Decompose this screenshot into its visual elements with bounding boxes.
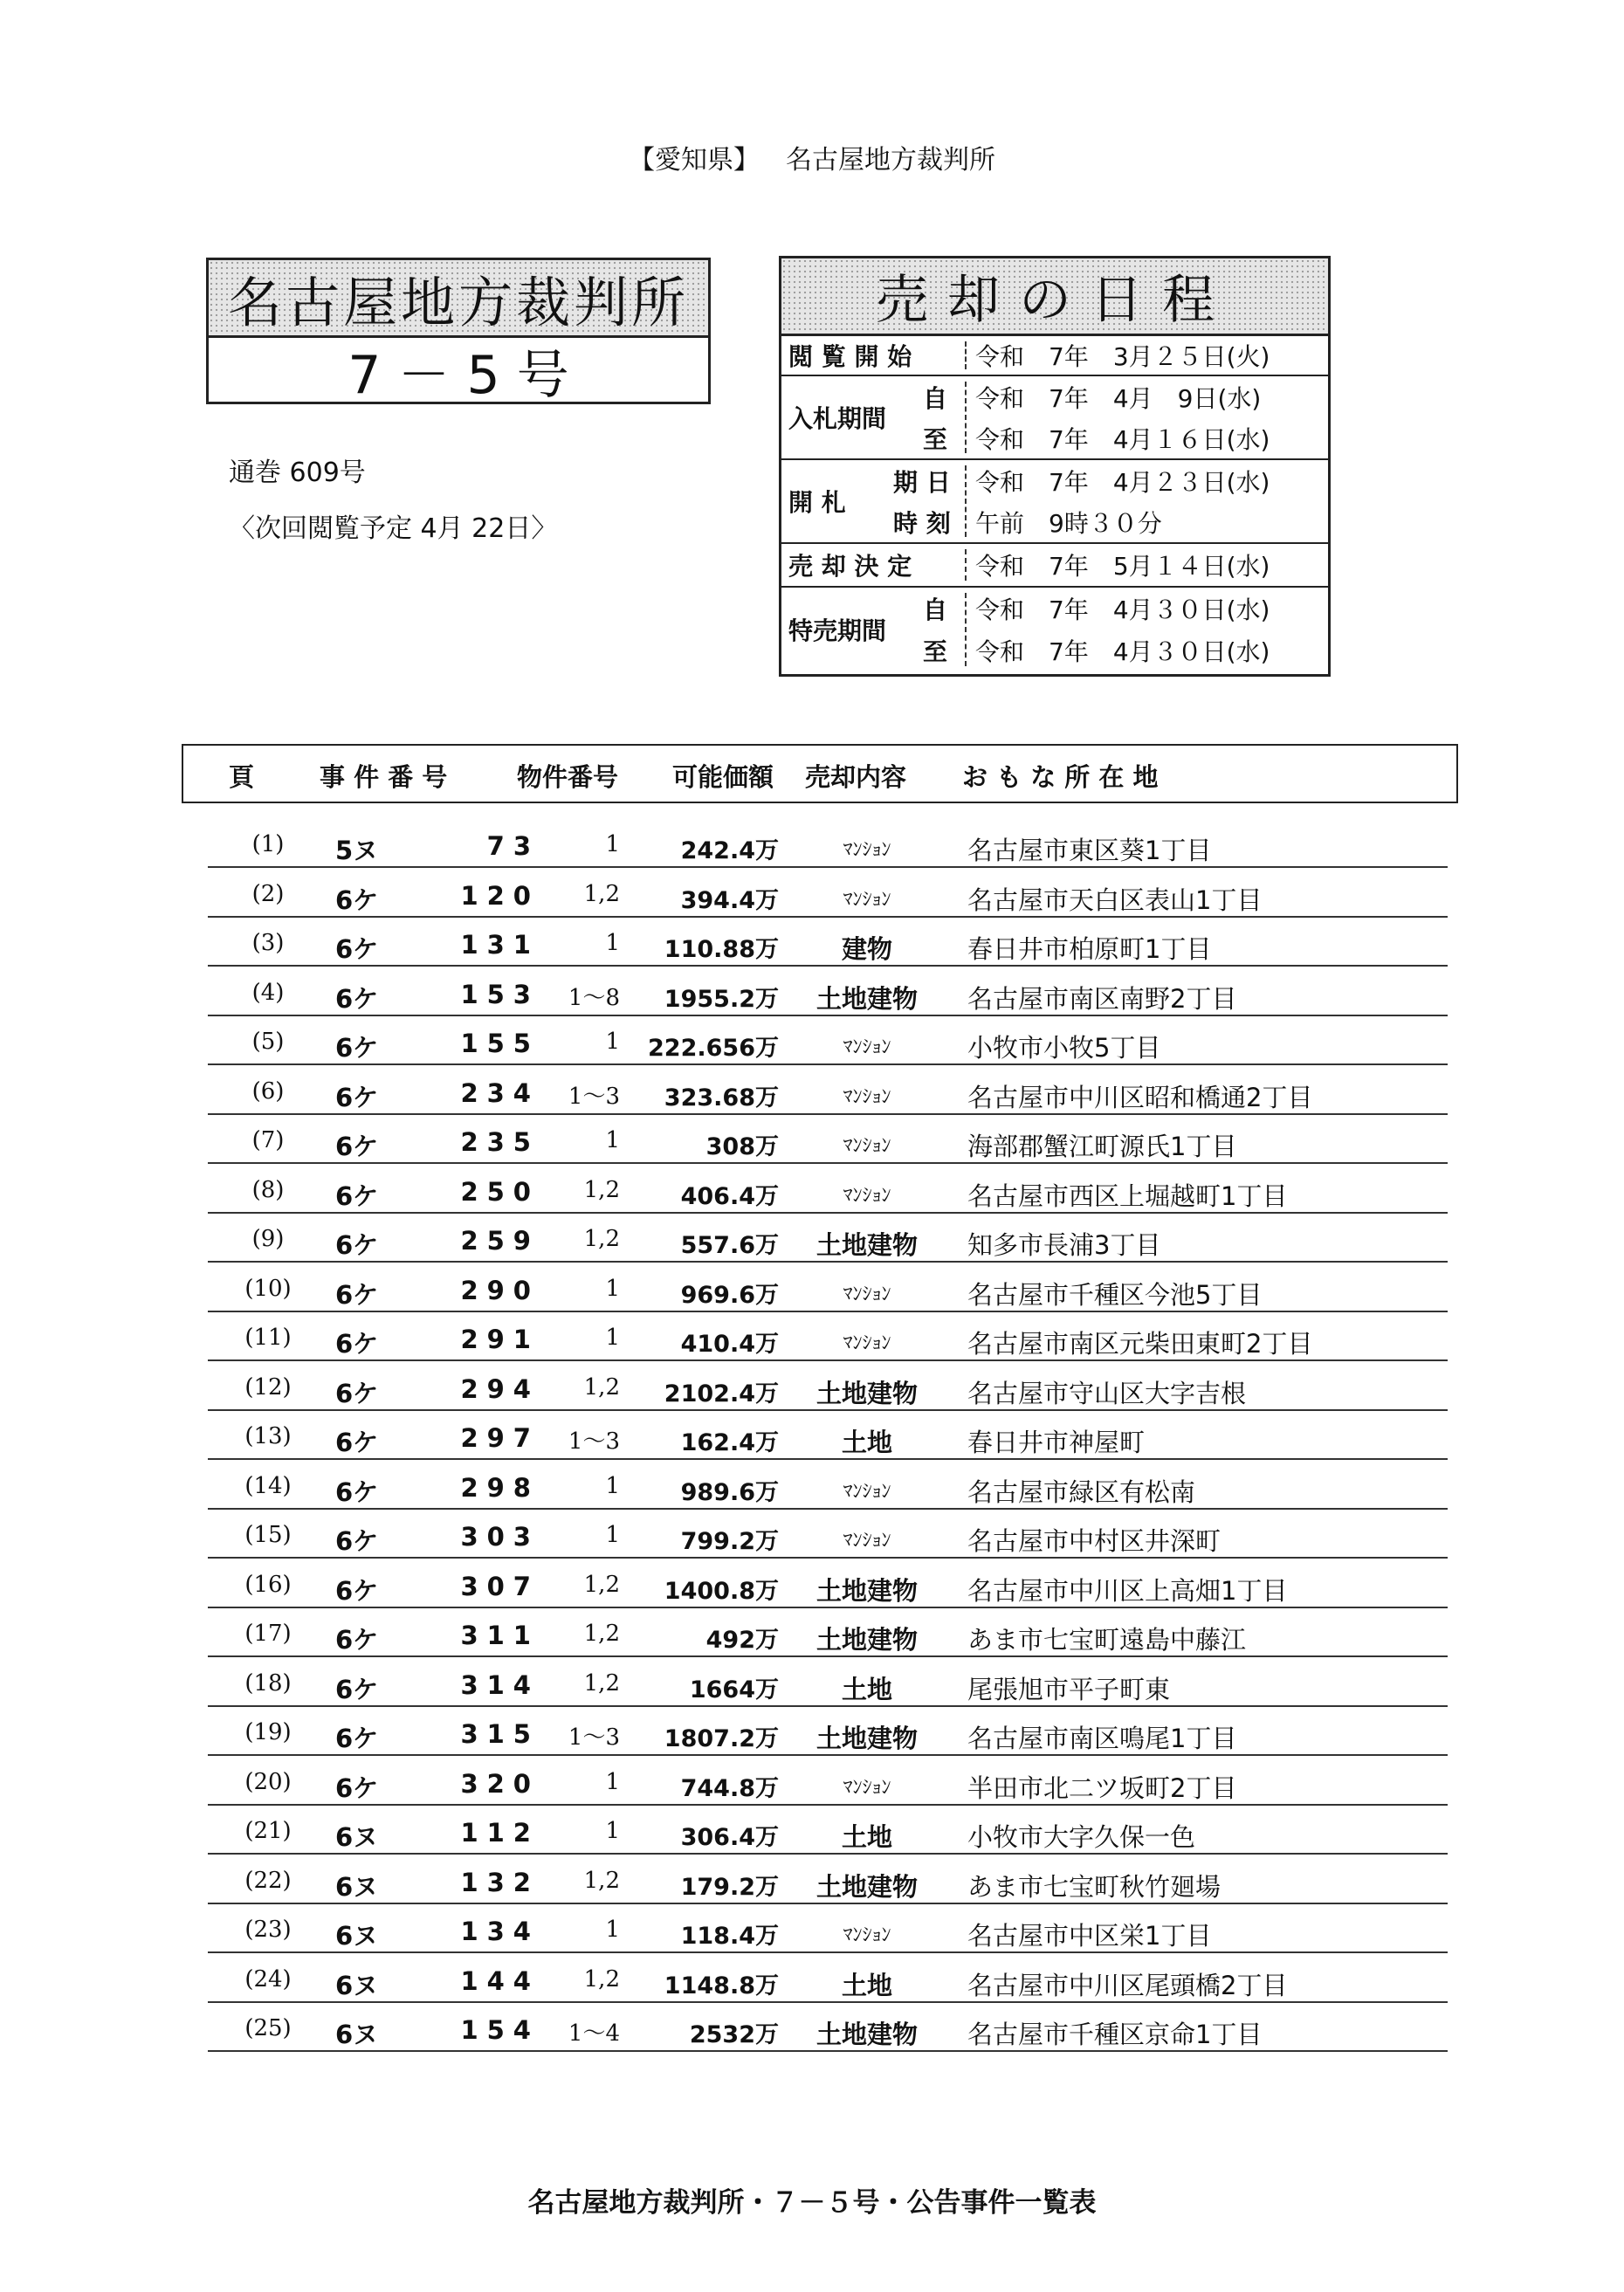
row-case-type: 6ケ (335, 1625, 379, 1655)
row-page: (8) (251, 1176, 285, 1203)
col-page: 頁 (229, 762, 255, 792)
row-item-number: 1 (605, 1275, 620, 1302)
row-price: 323.68万 (664, 1084, 779, 1112)
row-location: 名古屋市中川区昭和橋通2丁目 (967, 1082, 1313, 1112)
volume-number: 通巻 609号 (229, 458, 366, 488)
row-price: 118.4万 (680, 1923, 779, 1950)
row-case-type: 6ケ (335, 1132, 379, 1161)
row-case-type: 6ヌ (335, 1970, 379, 2000)
row-price: 492万 (705, 1627, 779, 1654)
row-sale-type: ﾏﾝｼｮﾝ (843, 1085, 891, 1108)
row-location: 名古屋市南区元柴田東町2丁目 (967, 1329, 1313, 1359)
table-row (208, 871, 1448, 918)
col-price: 可能価額 (672, 762, 774, 792)
row-page: (17) (244, 1621, 292, 1647)
row-location: 名古屋市守山区大字吉根 (967, 1378, 1247, 1408)
row-page: (23) (244, 1917, 292, 1943)
row-sale-type: 土地 (841, 1674, 892, 1704)
row-location: 春日井市神屋町 (967, 1428, 1146, 1457)
row-price: 2102.4万 (664, 1380, 779, 1408)
row-case-type: 6ケ (335, 1329, 379, 1359)
schedule-title: 売却の日程 (781, 258, 1328, 336)
row-sale-type: 土地建物 (815, 1625, 918, 1655)
row-price: 179.2万 (680, 1873, 779, 1901)
row-page: (25) (244, 2015, 292, 2041)
schedule-opening (781, 460, 1328, 544)
table-row (208, 1511, 1448, 1559)
table-row (208, 1610, 1448, 1657)
row-price: 1955.2万 (664, 985, 779, 1013)
special-from-label: 自 (923, 595, 948, 624)
row-case-type: 5ヌ (335, 836, 379, 865)
row-sale-type: ﾏﾝｼｮﾝ (843, 1924, 891, 1946)
opening-label: 開 札 (788, 488, 846, 517)
row-page: (10) (244, 1275, 292, 1302)
row-price: 1807.2万 (664, 1725, 779, 1752)
opening-time-value: 午前 9時３０分 (975, 508, 1162, 538)
row-case-number: 290 (460, 1275, 540, 1305)
row-item-number: 1 (605, 1917, 620, 1943)
row-case-number: 320 (460, 1768, 540, 1799)
row-case-type: 6ケ (335, 884, 379, 915)
special-from-value: 令和 7年 4月３０日(水) (975, 595, 1270, 624)
row-case-number: 298 (460, 1472, 540, 1503)
row-item-number: 1,2 (583, 1867, 620, 1894)
row-location: 名古屋市千種区京命1丁目 (967, 2020, 1263, 2049)
decision-value: 令和 7年 5月１４日(水) (975, 552, 1270, 581)
row-location: 名古屋市緑区有松南 (967, 1476, 1196, 1507)
row-item-number: 1 (605, 1029, 620, 1055)
row-case-type: 6ヌ (335, 1822, 379, 1852)
row-location: 名古屋市中川区尾頭橋2丁目 (967, 1970, 1288, 2000)
schedule-special (781, 588, 1328, 671)
row-case-number: 297 (460, 1423, 540, 1453)
row-case-type: 6ケ (335, 1575, 379, 1606)
row-page: (19) (244, 1719, 292, 1745)
viewing-value: 令和 7年 3月２５日(火) (975, 342, 1270, 371)
row-sale-type: 土地建物 (815, 1871, 918, 1902)
row-case-number: 259 (460, 1226, 540, 1256)
row-sale-type: 土地 (841, 1822, 892, 1852)
row-location: 名古屋市西区上堀越町1丁目 (967, 1180, 1288, 1211)
row-page: (6) (251, 1077, 285, 1105)
row-item-number: 1 (605, 1522, 620, 1548)
table-row (208, 1807, 1448, 1855)
row-price: 410.4万 (680, 1331, 779, 1358)
row-item-number: 1,2 (583, 1373, 620, 1401)
row-page: (22) (244, 1867, 292, 1894)
row-sale-type: 土地建物 (815, 983, 918, 1014)
row-item-number: 1～3 (568, 1428, 620, 1455)
row-case-type: 6ヌ (335, 1871, 379, 1902)
special-to-label: 至 (923, 637, 948, 666)
row-case-type: 6ケ (335, 1082, 379, 1112)
table-row (208, 1906, 1448, 1953)
col-location: お も な 所 在 地 (962, 762, 1159, 792)
row-price: 406.4万 (680, 1182, 779, 1210)
row-sale-type: ﾏﾝｼｮﾝ (843, 1184, 891, 1207)
row-sale-type: 土地建物 (815, 1230, 918, 1260)
row-page: (7) (251, 1127, 285, 1153)
next-viewing: 〈次回閲覧予定 4月 22日〉 (229, 513, 558, 544)
row-item-number: 1,2 (583, 1571, 620, 1598)
title-issue: 7 － 5 号 (348, 345, 569, 406)
row-sale-type: ﾏﾝｼｮﾝ (843, 1530, 891, 1552)
row-case-number: 307 (460, 1571, 540, 1601)
table-row (208, 1167, 1448, 1214)
row-price: 2532万 (689, 2021, 779, 2048)
row-case-number: 235 (460, 1127, 540, 1157)
row-case-number: 120 (460, 880, 540, 911)
row-page: (12) (244, 1373, 292, 1401)
row-page: (13) (244, 1423, 292, 1449)
row-case-number: 134 (460, 1917, 540, 1946)
row-sale-type: 土地建物 (815, 1724, 918, 1753)
opening-date-label: 期 日 (893, 467, 951, 497)
row-item-number: 1,2 (583, 1226, 620, 1252)
row-sale-type: 土地 (841, 1970, 892, 2000)
court-label: 名古屋地方裁判所 (786, 145, 995, 176)
table-row (208, 1364, 1448, 1411)
table-row (208, 1660, 1448, 1707)
row-case-type: 6ケ (335, 934, 379, 964)
row-case-number: 294 (460, 1373, 540, 1404)
table-row (208, 969, 1448, 1016)
row-price: 799.2万 (680, 1528, 779, 1555)
row-page: (2) (251, 880, 285, 907)
row-page: (11) (244, 1325, 292, 1351)
row-item-number: 1～3 (568, 1083, 620, 1110)
row-item-number: 1,2 (583, 1965, 620, 1993)
prefecture-label: 【愛知県】 (629, 145, 760, 176)
row-location: あま市七宝町秋竹廻場 (967, 1871, 1221, 1902)
schedule-viewing (781, 336, 1328, 376)
row-item-number: 1 (605, 1325, 620, 1351)
table-row (208, 1018, 1448, 1065)
row-case-number: 153 (460, 979, 540, 1009)
table-row (208, 1117, 1448, 1164)
row-price: 394.4万 (680, 886, 779, 914)
row-price: 306.4万 (680, 1824, 779, 1851)
table-row (208, 1857, 1448, 1904)
row-price: 222.656万 (648, 1035, 779, 1062)
row-item-number: 1～8 (568, 984, 620, 1011)
case-list (208, 821, 1448, 2055)
row-location: 知多市長浦3丁目 (967, 1230, 1161, 1260)
row-sale-type: ﾏﾝｼｮﾝ (843, 1036, 891, 1058)
col-type: 売却内容 (805, 762, 907, 792)
row-location: 半田市北二ツ坂町2丁目 (967, 1772, 1237, 1803)
table-row (208, 1068, 1448, 1115)
row-sale-type: ﾏﾝｼｮﾝ (843, 1776, 891, 1799)
row-location: 名古屋市南区鳴尾1丁目 (967, 1724, 1237, 1753)
col-case: 事 件 番 号 (320, 762, 448, 792)
row-location: 名古屋市中区栄1丁目 (967, 1921, 1212, 1951)
row-item-number: 1 (605, 1472, 620, 1499)
title-box (206, 258, 711, 404)
row-case-number: 155 (460, 1029, 540, 1058)
row-price: 1664万 (689, 1676, 779, 1704)
table-row (208, 1759, 1448, 1806)
row-case-number: 112 (460, 1818, 540, 1848)
row-page: (18) (244, 1669, 292, 1697)
row-sale-type: ﾏﾝｼｮﾝ (843, 1480, 891, 1503)
table-row (208, 1956, 1448, 2003)
row-item-number: 1,2 (583, 880, 620, 907)
row-case-type: 6ケ (335, 1526, 379, 1556)
row-price: 110.88万 (664, 936, 779, 963)
bidding-to-value: 令和 7年 4月１６日(水) (975, 424, 1270, 454)
row-price: 1400.8万 (664, 1577, 779, 1605)
row-price: 242.4万 (680, 837, 779, 864)
schedule-bidding (781, 376, 1328, 460)
row-case-number: 314 (460, 1669, 540, 1700)
row-page: (1) (251, 831, 285, 857)
row-case-type: 6ヌ (335, 2020, 379, 2049)
row-location: 海部郡蟹江町源氏1丁目 (967, 1132, 1237, 1161)
row-page: (15) (244, 1522, 292, 1548)
title-court: 名古屋地方裁判所 (209, 260, 708, 338)
row-price: 1148.8万 (664, 1972, 779, 1999)
table-row (208, 1561, 1448, 1608)
row-case-number: 291 (460, 1325, 540, 1354)
table-row (208, 1314, 1448, 1361)
row-item-number: 1 (605, 831, 620, 857)
bidding-from-label: 自 (923, 383, 948, 413)
row-item-number: 1,2 (583, 1669, 620, 1697)
row-item-number: 1～4 (568, 2020, 620, 2047)
row-location: 名古屋市東区葵1丁目 (967, 836, 1212, 865)
row-page: (5) (251, 1029, 285, 1055)
row-case-number: 303 (460, 1522, 540, 1552)
schedule-box (779, 256, 1331, 677)
row-item-number: 1 (605, 1127, 620, 1153)
row-case-type: 6ヌ (335, 1921, 379, 1951)
row-sale-type: 土地建物 (815, 1575, 918, 1606)
special-label: 特売期間 (788, 616, 887, 645)
decision-label: 売 却 決 定 (788, 552, 912, 581)
table-row (208, 1215, 1448, 1263)
row-case-number: 131 (460, 930, 540, 960)
row-case-number: 73 (486, 831, 540, 861)
row-location: 春日井市柏原町1丁目 (967, 934, 1212, 964)
special-to-value: 令和 7年 4月３０日(水) (975, 637, 1270, 666)
table-row (208, 1463, 1448, 1510)
page-footer: 名古屋地方裁判所・７－５号・公告事件一覧表 (527, 2187, 1097, 2219)
row-case-number: 234 (460, 1077, 540, 1108)
row-page: (3) (251, 930, 285, 956)
row-price: 162.4万 (680, 1429, 779, 1456)
row-item-number: 1 (605, 930, 620, 956)
table-row (208, 1413, 1448, 1460)
row-page: (20) (244, 1768, 292, 1795)
row-sale-type: ﾏﾝｼｮﾝ (843, 1332, 891, 1354)
row-sale-type: 土地建物 (815, 1378, 918, 1408)
row-location: あま市七宝町遠島中藤江 (967, 1625, 1247, 1655)
row-location: 名古屋市千種区今池5丁目 (967, 1279, 1263, 1310)
row-item-number: 1 (605, 1768, 620, 1795)
bidding-to-label: 至 (923, 424, 948, 454)
row-page: (21) (244, 1818, 292, 1844)
table-row (208, 2005, 1448, 2052)
table-row (208, 1265, 1448, 1312)
row-case-type: 6ケ (335, 1180, 379, 1211)
row-price: 557.6万 (680, 1232, 779, 1259)
row-sale-type: 土地 (841, 1428, 892, 1457)
row-item-number: 1,2 (583, 1621, 620, 1647)
schedule-decision (781, 544, 1328, 588)
row-sale-type: ﾏﾝｼｮﾝ (843, 839, 891, 861)
row-price: 969.6万 (680, 1281, 779, 1309)
row-case-type: 6ケ (335, 1428, 379, 1457)
row-case-type: 6ケ (335, 1476, 379, 1507)
row-page: (24) (244, 1965, 292, 1993)
row-case-type: 6ケ (335, 1772, 379, 1803)
row-location: 尾張旭市平子町東 (967, 1674, 1171, 1704)
bidding-from-value: 令和 7年 4月 9日(水) (975, 383, 1262, 413)
row-location: 名古屋市天白区表山1丁目 (967, 884, 1263, 915)
row-sale-type: ﾏﾝｼｮﾝ (843, 888, 891, 911)
row-price: 744.8万 (680, 1774, 779, 1802)
page-header (0, 138, 1624, 176)
row-case-type: 6ケ (335, 1378, 379, 1408)
row-location: 名古屋市中川区上高畑1丁目 (967, 1575, 1288, 1606)
row-item-number: 1,2 (583, 1176, 620, 1203)
row-item-number: 1 (605, 1818, 620, 1844)
row-case-number: 154 (460, 2015, 540, 2045)
row-location: 名古屋市南区南野2丁目 (967, 983, 1237, 1014)
row-case-type: 6ケ (335, 1724, 379, 1753)
row-case-type: 6ケ (335, 983, 379, 1014)
bidding-label: 入札期間 (788, 404, 887, 433)
table-row (208, 1709, 1448, 1756)
list-header (182, 744, 1458, 803)
row-price: 308万 (705, 1133, 779, 1160)
row-sale-type: ﾏﾝｼｮﾝ (843, 1135, 891, 1157)
row-case-type: 6ケ (335, 1230, 379, 1260)
row-page: (14) (244, 1472, 292, 1499)
opening-time-label: 時 刻 (893, 508, 951, 538)
row-item-number: 1～3 (568, 1724, 620, 1751)
row-page: (9) (251, 1226, 285, 1252)
row-sale-type: 建物 (841, 934, 892, 964)
row-sale-type: 土地建物 (815, 2020, 918, 2049)
row-case-number: 311 (460, 1621, 540, 1650)
row-location: 小牧市大字久保一色 (967, 1822, 1196, 1852)
viewing-label: 閲 覧 開 始 (788, 342, 912, 371)
opening-date-value: 令和 7年 4月２３日(水) (975, 467, 1270, 497)
col-item: 物件番号 (517, 762, 619, 792)
row-sale-type: ﾏﾝｼｮﾝ (843, 1283, 891, 1305)
table-row (208, 919, 1448, 967)
table-row (208, 821, 1448, 868)
row-case-number: 250 (460, 1176, 540, 1207)
row-case-type: 6ケ (335, 1279, 379, 1310)
row-case-number: 144 (460, 1965, 540, 1996)
row-price: 989.6万 (680, 1478, 779, 1506)
row-location: 小牧市小牧5丁目 (967, 1033, 1161, 1063)
row-page: (4) (251, 979, 285, 1006)
row-case-type: 6ケ (335, 1674, 379, 1704)
row-location: 名古屋市中村区井深町 (967, 1526, 1221, 1556)
row-case-number: 132 (460, 1867, 540, 1897)
row-case-type: 6ケ (335, 1033, 379, 1063)
row-case-number: 315 (460, 1719, 540, 1749)
row-page: (16) (244, 1571, 292, 1598)
